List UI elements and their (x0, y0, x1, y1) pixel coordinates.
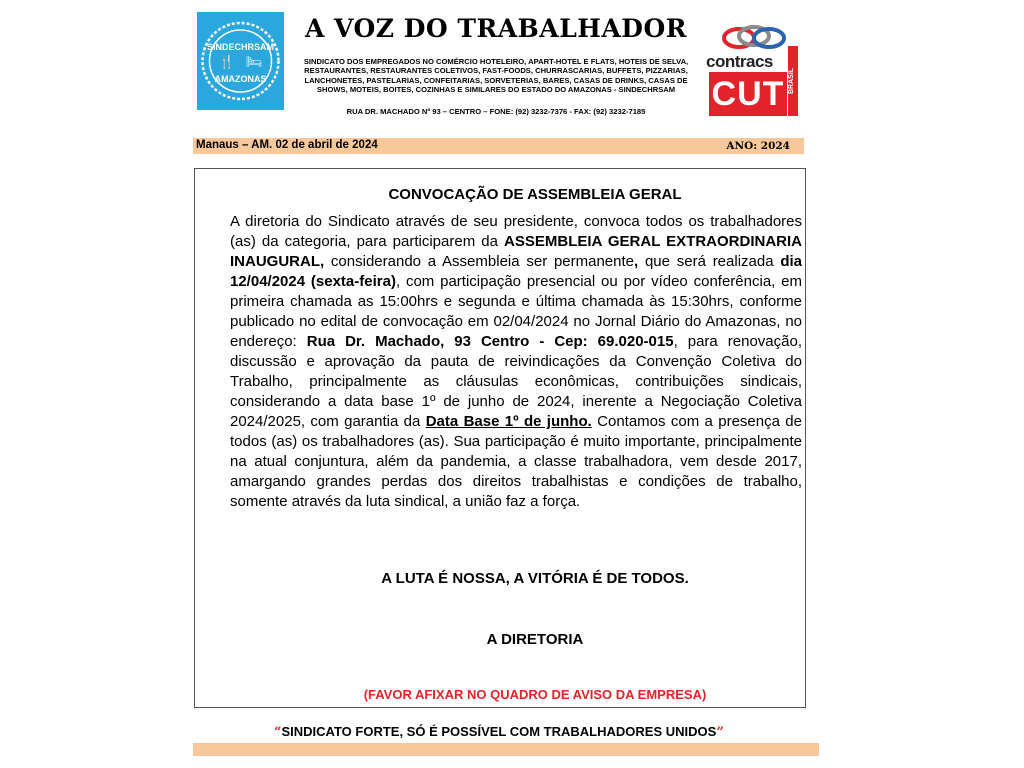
union-full-name: SINDICATO DOS EMPREGADOS NO COMÉRCIO HOTELEIRO, APART-HOTEL E FLATS, HOTEIS DE SELVA, RESTAURANTES, RESTAURANTES COLETIVOS, FAST-FOODS, CHURRASCARIAS, BUFFETS, PIZZARIAS, LANCHONETES, PASTELARIAS, CONFEITARIAS, SORVETERIAS, BARES, CASAS DE DRINKS, CASAS DE SHOWS, MOTEIS, BOITES, COZINHAS E SIMILARES DO ESTADO DO AMAZONAS - SINDECHRSAM (303, 57, 689, 94)
open-quote: “ (274, 725, 282, 740)
assembly-type: ASSEMBLEIA GERAL EXTRAORDINARIA INAUGURAL, (230, 233, 802, 270)
body-comma: , (634, 253, 639, 270)
body-text: Contamos com a presença de todos (as) os trabalhadores (as). Sua participação é muito importante, principalmente na atual conjuntura, além da pandemia, a classe trabalhadora, vem desde 2017, amargando grandes perdas dos direitos trabalhistas e condições de trabalho, somente através da luta sindical, a união faz a força. (230, 413, 802, 510)
data-base-highlight: Data Base 1º de junho. (425, 413, 592, 430)
union-address: RUA DR. MACHADO Nº 93 – CENTRO – FONE: (92) 3232-7376 - FAX: (92) 3232-7185 (346, 107, 646, 116)
union-seal-icon (197, 12, 284, 110)
brasil-tag: BRASIL (788, 46, 798, 116)
body-text: , com participação presencial ou por vídeo conferência, em primeira chamada as 15:00hrs e segunda e última chamada às 15:30hrs, conforme publicado no edital de convocação em 02/04/2024 no Jornal Diário do Amazonas, no endereço: (230, 273, 802, 350)
date-bar (193, 138, 804, 154)
contracs-cut-logo (706, 22, 798, 114)
close-quote: ” (716, 725, 724, 740)
assembly-address: Rua Dr. Machado, 93 Centro - Cep: 69.020-015 (306, 333, 674, 350)
masthead-title: A VOZ DO TRABALHADOR (304, 14, 688, 43)
body-text: A diretoria do Sindicato através de seu presidente, convoca todos os trabalhadores (as) da categoria, para participarem da (230, 213, 802, 250)
contracs-wordmark: contracs (706, 52, 773, 71)
issue-date: Manaus – AM. 02 de abril de 2024 (196, 139, 378, 151)
svg-text:🛏: 🛏 (245, 55, 263, 70)
notice-body (230, 212, 802, 512)
footer-motto (274, 724, 724, 740)
assembly-notice (194, 168, 806, 708)
body-text: que será realizada (638, 253, 781, 270)
motto-text: SINDICATO FORTE, SÓ É POSSÍVEL COM TRABALHADORES UNIDOS (281, 724, 717, 739)
interlinked-rings-icon (714, 22, 794, 52)
svg-text:🍴: 🍴 (218, 55, 236, 70)
notice-signature: A DIRETORIA (486, 631, 584, 648)
sindechrsam-logo (197, 12, 284, 110)
notice-slogan: A LUTA É NOSSA, A VITÓRIA É DE TODOS. (381, 570, 689, 587)
notice-title: CONVOCAÇÃO DE ASSEMBLEIA GERAL (388, 186, 682, 203)
logo-line1: SINDECHRSAM (206, 42, 275, 52)
posting-instruction: (FAVOR AFIXAR NO QUADRO DE AVISO DA EMPRESA) (363, 687, 707, 702)
logo-line2: AMAZONAS (214, 74, 267, 84)
assembly-date: dia 12/04/2024 (sexta-feira) (230, 253, 803, 290)
body-text: , para renovação, discussão e aprovação da pauta de reivindicações da Convenção Coletiva do Trabalho, principalmente as cláusulas econômicas, contribuições sindicais, considerando a data base 1º de junho de 2024, inerente a Negociação Coletiva 2024/2025, com garantia da (230, 333, 802, 430)
body-text: considerando a Assembleia ser permanente (324, 253, 635, 270)
footer-bar (193, 743, 819, 756)
issue-year: ANO: 2024 (726, 140, 790, 152)
cut-wordmark: CUT (709, 72, 787, 116)
